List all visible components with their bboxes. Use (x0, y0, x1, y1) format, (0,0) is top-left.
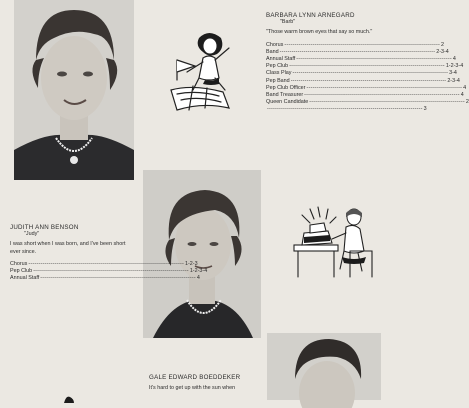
activity-row (266, 99, 469, 106)
activity-label: Pep Club Officer (266, 84, 306, 91)
activity-row (266, 41, 445, 49)
leader-dashes: ------------------------------------------------------------------------------ (40, 275, 196, 282)
activity-list (10, 260, 208, 283)
activity-years: 4 (460, 92, 464, 99)
leader-dashes: ------------------------------------------------------------------------------ (309, 99, 465, 106)
activity-row (266, 106, 427, 113)
student-name: JUDITH ANN BENSON (10, 224, 79, 231)
activity-row (266, 63, 464, 70)
student-entry-barbara (266, 12, 469, 114)
activity-row (10, 275, 200, 282)
activity-years: 1-2-3-4 (445, 63, 464, 70)
cartoon-cheering-girl (163, 28, 243, 114)
activity-years: 1-2-3 (185, 260, 198, 267)
leader-dashes: ------------------------------------------------------------------------------ (290, 77, 447, 84)
leader-dashes: ------------------------------------------------------------------------------ (296, 56, 452, 63)
portrait-photo-barbara (14, 0, 134, 180)
activity-row (266, 48, 449, 56)
student-quote: It's hard to get up with the sun when (149, 385, 236, 392)
activity-row (10, 260, 198, 268)
activity-label: Annual Staff (266, 56, 296, 63)
student-name: BARBARA LYNN ARNEGARD (266, 12, 355, 19)
leader-dashes: ------------------------------------------------------------------------------ (33, 268, 189, 275)
activity-label: Band (266, 48, 279, 55)
activity-label: Pep Club (266, 63, 289, 70)
leader-dashes: ------------------------------------------------------------------------------ (292, 70, 449, 77)
activity-row (10, 268, 208, 275)
activity-list (266, 41, 469, 114)
activity-label: Annual Staff (10, 275, 40, 282)
activity-label: Chorus (266, 41, 284, 48)
activity-label: Band Treasurer (266, 92, 304, 99)
student-nickname: "Barb" (280, 19, 296, 26)
activity-years: 2 (465, 99, 469, 106)
activity-years: 1-2-3-4 (189, 268, 208, 275)
activity-row (266, 92, 464, 99)
activity-label: Pep Club (10, 268, 33, 275)
activity-label: Chorus (10, 260, 28, 267)
activity-years: 2-3-4 (447, 77, 460, 84)
activity-label: Class Play (266, 70, 292, 77)
leader-dashes: ------------------------------------------------------------------------------ (306, 84, 463, 91)
student-entry-judith (10, 224, 208, 282)
activity-years: 4 (452, 56, 456, 63)
cartoon-typist-girl (288, 205, 378, 285)
leader-dashes: ------------------------------------------------------------------------------ (279, 48, 436, 55)
portrait-photo-judith (143, 170, 261, 338)
leader-dashes: ------------------------------------------------------------------------------ (267, 106, 423, 113)
activity-years: 2-3-4 (436, 48, 449, 55)
leader-dashes: ------------------------------------------------------------------------------ (304, 92, 460, 99)
leader-dashes: ------------------------------------------------------------------------------ (28, 260, 185, 267)
leader-dashes: ------------------------------------------------------------------------------ (284, 41, 441, 48)
activity-row (266, 56, 456, 63)
student-quote: "Those warm brown eyes that say so much." (266, 29, 373, 36)
student-entry-gale (149, 374, 261, 397)
activity-years: 4 (196, 275, 200, 282)
activity-label: Pep Band (266, 77, 290, 84)
activity-years: 3 (423, 106, 427, 113)
activity-years: 3-4 (449, 70, 457, 77)
activity-label: Queen Candidate (266, 99, 309, 106)
activity-years: 2 (441, 41, 445, 48)
cartoon-partial (62, 390, 76, 400)
student-name: GALE EDWARD BOEDDEKER (149, 374, 241, 381)
activity-years: 4 (463, 84, 467, 91)
student-quote: I was short when I was born, and I've been short ever since. (10, 241, 126, 255)
activity-row (266, 70, 457, 77)
activity-row (266, 84, 467, 92)
leader-dashes: ------------------------------------------------------------------------------ (289, 63, 445, 70)
portrait-photo-gale (267, 333, 381, 400)
activity-row (266, 77, 460, 85)
student-nickname: "Judy" (24, 231, 40, 238)
